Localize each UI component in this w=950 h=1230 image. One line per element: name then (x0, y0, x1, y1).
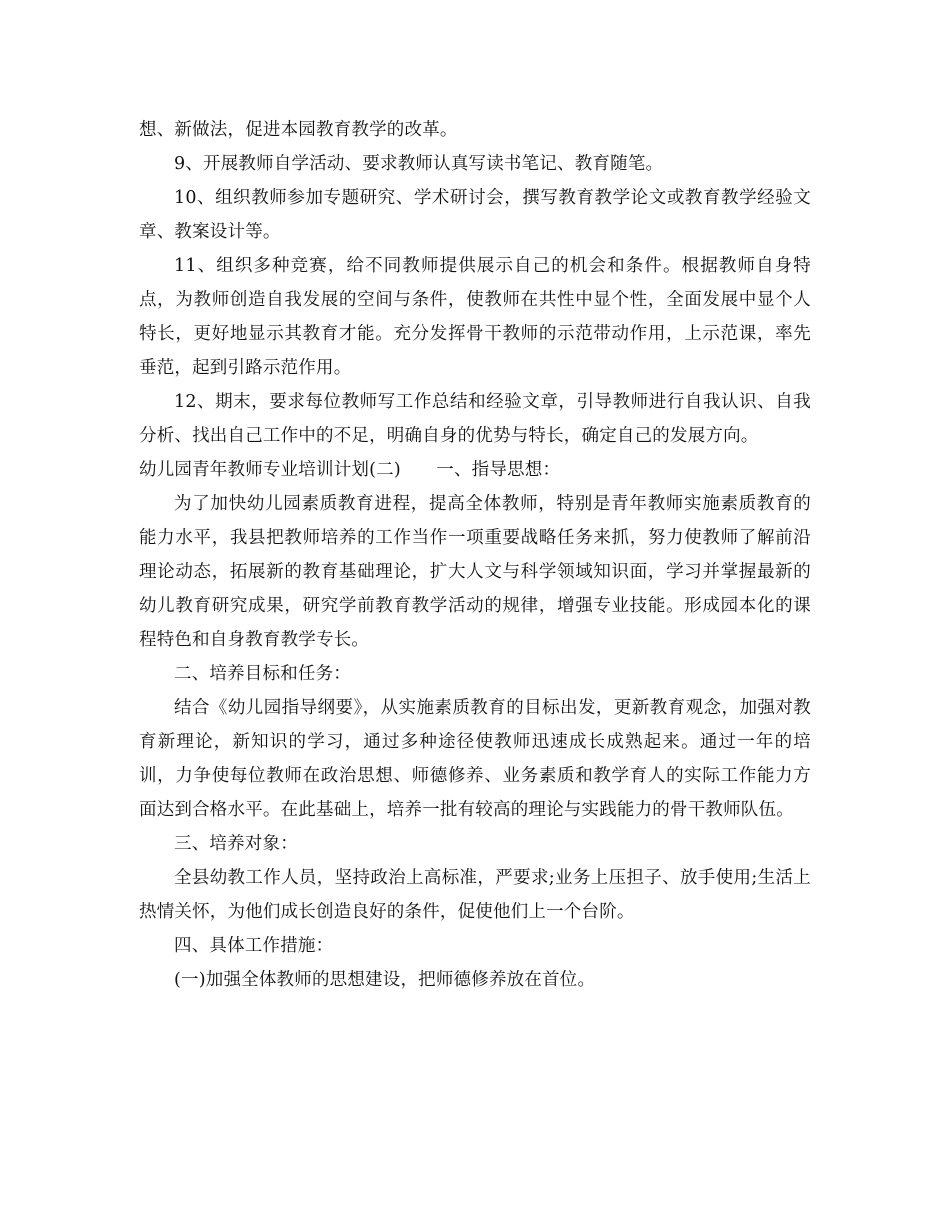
paragraph-measure-1: (一)加强全体教师的思想建设，把师德修养放在首位。 (174, 970, 596, 990)
heading-work-measures: 四、具体工作措施： (174, 936, 334, 956)
section-title-plan-2: 幼儿园青年教师专业培训计划(二) 一、指导思想： (139, 460, 561, 480)
paragraph-goals-and-tasks: 结合《幼儿园指导纲要》，从实施素质教育的目标出发，更新教育观念，加强对教育新理论，新知识的学习，通过多种途径使教师迅速成长成熟起来。通过一年的培训，力争使每位教师在政治思想、师德修养、业务素质和教学育人的实际工作能力方面达到合格水平。在此基础上，培养一批有较高的理论与实践能力的骨干教师队伍。 (139, 698, 811, 820)
paragraph-item-10: 10、组织教师参加专题研究、学术研讨会，撰写教育教学论文或教育教学经验文章、教案设计等。 (139, 188, 811, 242)
paragraph-item-9: 9、开展教师自学活动、要求教师认真写读书笔记、教育随笔。 (174, 154, 664, 174)
paragraph-item-12: 12、期末，要求每位教师写工作总结和经验文章，引导教师进行自我认识、自我分析、找出自己工作中的不足，明确自身的优势与特长，确定自己的发展方向。 (139, 392, 811, 446)
paragraph-training-targets: 全县幼教工作人员，坚持政治上高标准，严要求;业务上压担子、放手使用;生活上热情关怀，为他们成长创造良好的条件，促使他们上一个台阶。 (139, 868, 811, 922)
heading-goals-and-tasks: 二、培养目标和任务： (174, 664, 351, 684)
paragraph-continuation: 想、新做法，促进本园教育教学的改革。 (139, 120, 458, 140)
paragraph-item-11: 11、组织多种竞赛，给不同教师提供展示自己的机会和条件。根据教师自身特点，为教师创造自我发展的空间与条件，使教师在共性中显个性，全面发展中显个人特长，更好地显示其教育才能。充分发挥骨干教师的示范带动作用，上示范课，率先垂范，起到引路示范作用。 (139, 256, 811, 378)
heading-training-targets: 三、培养对象： (174, 834, 298, 854)
paragraph-guiding-thought: 为了加快幼儿园素质教育进程，提高全体教师，特别是青年教师实施素质教育的能力水平，我县把教师培养的工作当作一项重要战略任务来抓，努力使教师了解前沿理论动态，拓展新的教育基础理论，扩大人文与科学领域知识面，学习并掌握最新的幼儿教育研究成果，研究学前教育教学活动的规律，增强专业技能。形成园本化的课程特色和自身教育教学专长。 (139, 494, 811, 650)
document-body (139, 113, 811, 997)
